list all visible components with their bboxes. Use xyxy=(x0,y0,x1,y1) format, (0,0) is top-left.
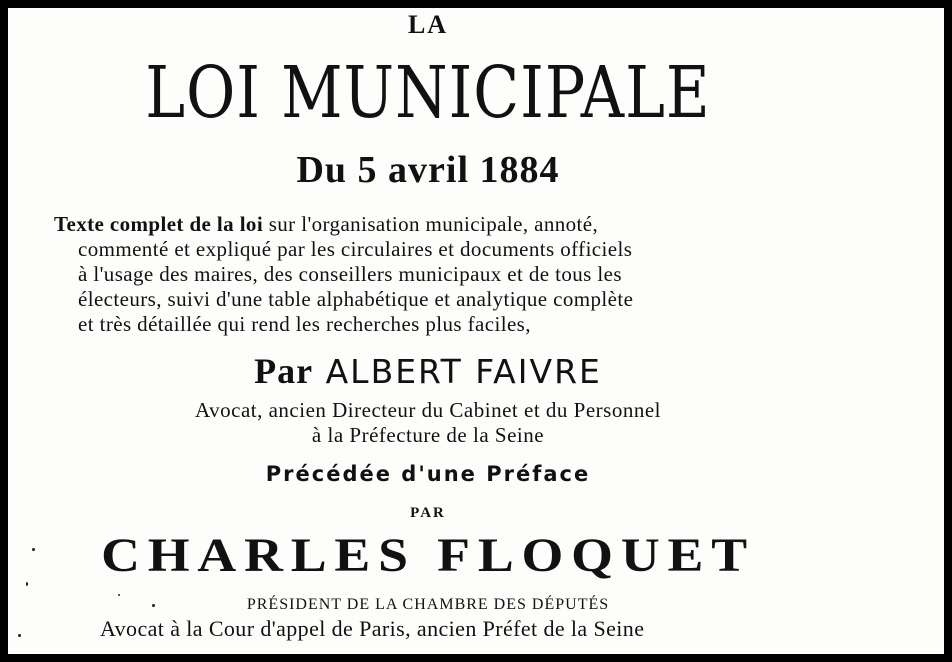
description-line-2: commenté et expliqué par les circulaires et documents officiels xyxy=(78,237,633,261)
preface-author-name: CHARLES FLOQUET xyxy=(101,529,755,582)
description-line-1-rest: sur l'organisation municipale, annoté, xyxy=(263,212,599,236)
description-line-3: à l'usage des maires, des conseillers municipaux et de tous les xyxy=(78,262,622,286)
description-line-1 xyxy=(54,212,598,237)
preface-label: Précédée d'une Préface xyxy=(265,462,591,486)
ink-speck xyxy=(26,582,28,586)
preface-par: PAR xyxy=(410,505,446,521)
ink-speck xyxy=(32,548,35,551)
description-line-4: électeurs, suivi d'une table alphabétique et analytique complète xyxy=(78,287,634,311)
preface-author-title: PRÉSIDENT DE LA CHAMBRE DES DÉPUTÉS xyxy=(246,596,610,613)
ink-speck xyxy=(152,604,155,607)
main-title: LOI MUNICIPALE xyxy=(145,52,711,135)
law-date: Du 5 avril 1884 xyxy=(296,149,560,191)
author-name: ALBERT FAIVRE xyxy=(325,352,602,391)
title-article: LA xyxy=(407,10,449,39)
author-credential-2: à la Préfecture de la Seine xyxy=(311,423,545,447)
description-lead: Texte complet de la loi xyxy=(54,212,264,236)
author-line xyxy=(8,350,848,392)
description-line-5: et très détaillée qui rend les recherches plus faciles, xyxy=(78,312,531,336)
title-page xyxy=(8,8,944,654)
ink-speck xyxy=(18,634,21,637)
author-credential-1: Avocat, ancien Directeur du Cabinet et du Personnel xyxy=(195,398,661,422)
preface-author-credentials: Avocat à la Cour d'appel de Paris, ancien Préfet de la Seine xyxy=(100,616,645,641)
ink-speck xyxy=(118,594,120,596)
author-prefix: Par xyxy=(254,351,314,391)
